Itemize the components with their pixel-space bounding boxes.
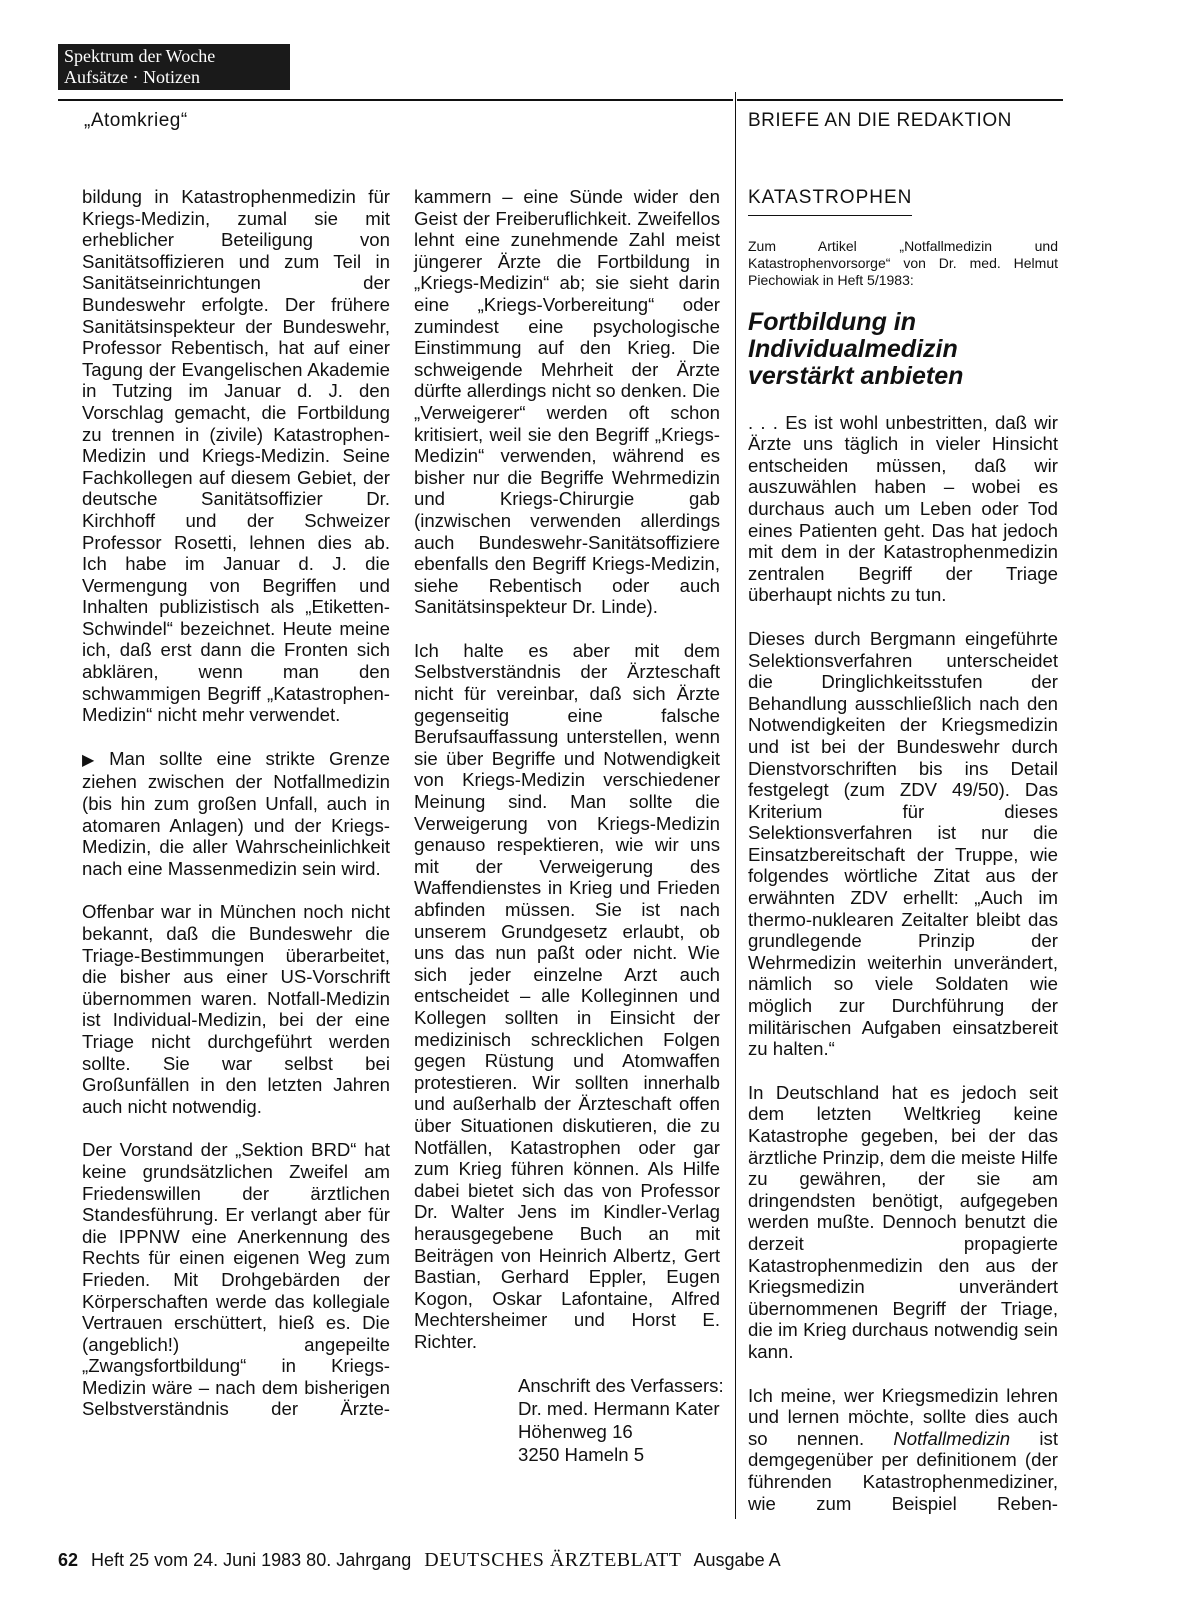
- page-number: 62: [58, 1550, 79, 1570]
- col1-paragraph-2: ▶ Man sollte eine strikte Grenze ziehen zwischen der Notfallmedizin (bis hin zum großen Unfall, auch in atomaren Anlagen) und der Kriegs-Medizin, die aller Wahrscheinlichkeit nach eine Massenmedizin sein wird.: [82, 747, 390, 879]
- column-divider: [735, 92, 736, 1519]
- address-line: Dr. med. Hermann Kater: [518, 1398, 720, 1420]
- letters-kicker: BRIEFE AN DIE REDAKTION: [748, 110, 1012, 131]
- column-1: [82, 186, 390, 1420]
- section-title: KATASTROPHEN: [748, 187, 912, 216]
- address-line: Höhenweg 16: [518, 1421, 633, 1443]
- col3-paragraph-4: Ich meine, wer Kriegsmedizin lehren und lernen möchte, sollte dies auch so nennen. Notfallmedizin ist demgegenüber per definitionem (der führenden Katastrophenmediziner, wie zum Beispiel Reben-: [748, 1384, 1059, 1514]
- address-line: Anschrift des Verfassers:: [518, 1375, 724, 1397]
- edition-label: Ausgabe A: [693, 1550, 781, 1570]
- section-header-box: [58, 44, 290, 90]
- col3-paragraph-1: . . . Es ist wohl unbestritten, daß wir Ärzte uns täglich in vieler Hinsicht entscheiden müssen, daß wir auszuwählen haben – wobei es durchaus auch um Leben oder Tod eines Patienten geht. Das hat jedoch mit dem in der Katastrophenmedizin zentralen Begriff der Triage überhaupt nichts zu tun.: [748, 411, 1058, 606]
- col3-paragraph-2: Dieses durch Bergmann eingeführte Selektionsverfahren unterscheidet die Dringlichkeitsstufen der Behandlung ausschließlich nach den Notwendigkeiten der Kriegsmedizin und ist bei der Bundeswehr durch Dienstvorschriften bis ins Detail festgelegt (zum ZDV 49/50). Das Kriterium für dieses Selektionsverfahren ist nur die Einsatzbereitschaft der Truppe, wie folgendes wörtliche Zitat aus der erwähnten ZDV erhellt: „Auch im thermo-nuklearen Zeitalter bleibt das grundlegende Prinzip der Wehrmedizin weiterhin unverändert, nämlich so viele Soldaten wie möglich zur Durchführung der militärischen Aufgaben einsatzbereit zu halten.“: [748, 627, 1058, 1060]
- col1-paragraph-1: bildung in Katastrophenmedizin für Kriegs-Medizin, zumal sie mit erheblicher Beteiligung von Sanitätsoffizieren und zum Teil in Sanitätseinrichtungen der Bundeswehr erfolgte. Der frühere Sanitätsinspekteur der Bundeswehr, Professor Rebentisch, hat auf einer Tagung der Evangelischen Akademie in Tutzing im Januar d. J. den Vorschlag gemacht, die Fortbildung zu trennen in (zivile) Katastrophen-Medizin und Kriegs-Medizin. Seine Fachkollegen auf diesem Gebiet, der deutsche Sanitätsoffizier Dr. Kirchhoff und der Schweizer Professor Rosetti, lehnen dies ab. Ich habe im Januar d. J. die Vermengung von Begriffen und Inhalten publizistisch als „Etiketten-Schwindel“ bezeichnet. Heute meine ich, daß erst dann die Fronten sich abklären, wenn man den schwammigen Begriff „Katastrophen-Medizin“ nicht mehr verwendet.: [82, 186, 390, 726]
- article-kicker: „Atomkrieg“: [84, 110, 188, 131]
- col1-paragraph-3: Offenbar war in München noch nicht bekannt, daß die Bundeswehr die Triage-Bestimmungen überarbeitet, die bisher aus einer US-Vorschrift übernommen waren. Notfall-Medizin ist Individual-Medizin, bei der eine Triage nicht durchgeführt werden sollte. Sie war selbst bei Großunfällen in den letzten Jahren auch nicht notwendig.: [82, 901, 390, 1117]
- top-rule-right: [737, 99, 1063, 101]
- col2-paragraph-2: Ich halte es aber mit dem Selbstverständnis der Ärzteschaft nicht für vereinbar, daß sich Ärzte gegenseitig eine falsche Berufsauffassung unterstellen, wenn sie über Begriffe und Notwendigkeit von Kriegs-Medizin verschiedener Meinung sind. Man sollte die Verweigerung von Kriegs-Medizin genauso respektieren, wie wir uns mit der Verweigerung des Waffendienstes in Krieg und Frieden abfinden müssen. Sie ist nach unserem Grundgesetz erlaubt, ob uns das nun paßt oder nicht. Wie sich jeder einzelne Arzt auch entscheidet – alle Kolleginnen und Kollegen sollten in Einsicht der medizinisch schrecklichen Folgen gegen Rüstung und Atomwaffen protestieren. Wir sollten innerhalb und außerhalb der Ärzteschaft offen über Situationen diskutieren, die zu Notfällen, Katastrophen oder gar zum Krieg führen können. Als Hilfe dabei bietet sich das von Professor Dr. Walter Jens im Kindler-Verlag herausgegebene Buch an mit Beiträgen von Heinrich Albertz, Gert Bastian, Gerhard Eppler, Eugen Kogon, Oskar Lafontaine, Alfred Mechtersheimer und Horst E. Richter.: [414, 639, 720, 1352]
- address-line: 3250 Hameln 5: [518, 1444, 645, 1466]
- column-2: [414, 186, 724, 1466]
- page-footer: [58, 1549, 781, 1572]
- top-rule-left: [58, 99, 733, 101]
- col2-paragraph-1: kammern – eine Sünde wider den Geist der Freiberuflichkeit. Zweifellos lehnt eine zunehmende Zahl meist jüngerer Ärzte die Fortbildung in „Kriegs-Medizin“ ab; sie sieht darin eine „Kriegs-Vorbereitung“ oder zumindest eine psychologische Einstimmung auf den Krieg. Die schweigende Mehrheit der Ärzte dürfte allerdings nicht so denken. Die „Verweigerer“ werden oft schon kritisiert, weil sie den Begriff „Kriegs-Medizin“ verwenden, während es bisher nur die Begriffe Wehrmedizin und Kriegs-Chirurgie gab (inzwischen verwenden allerdings auch Bundeswehr-Sanitätsoffiziere ebenfalls den Begriff Kriegs-Medizin, siehe Rebentisch oder auch Sanitätsinspekteur Dr. Linde).: [414, 186, 720, 618]
- col3-paragraph-3: In Deutschland hat es jedoch seit dem letzten Weltkrieg keine Katastrophe gegeben, bei der das ärztliche Prinzip, dem die meiste Hilfe zu gewähren, der sie am dringendsten benötigt, aufgegeben werden mußte. Dennoch benutzt die derzeit propagierte Katastrophenmedizin den aus der Kriegsmedizin unverändert übernommenen Begriff der Triage, die im Krieg durchaus notwendig sein kann.: [748, 1081, 1059, 1362]
- letter-headline: Fortbildung in Individualmedizin verstärkt anbieten: [748, 307, 964, 390]
- magazine-name: DEUTSCHES ÄRZTEBLATT: [424, 1549, 682, 1571]
- issue-info: Heft 25 vom 24. Juni 1983 80. Jahrgang: [91, 1550, 412, 1570]
- section-header-line1: Spektrum der Woche: [64, 46, 216, 66]
- column-3: [748, 186, 1058, 1514]
- author-address: [518, 1374, 724, 1466]
- triangle-bullet-icon: ▶: [82, 751, 104, 769]
- reference-note: Zum Artikel „Notfallmedizin und Katastrophenvorsorge“ von Dr. med. Helmut Piechowiak in Heft 5/1983:: [748, 237, 1058, 288]
- col1-paragraph-4: Der Vorstand der „Sektion BRD“ hat keine grundsätzlichen Zweifel am Friedenswillen der ärztlichen Standesführung. Er verlangt aber für die IPPNW eine Anerkennung des Rechts für einen eigenen Weg zum Frieden. Mit Drohgebärden der Körperschaften werde das kollegiale Vertrauen erschüttert, hieß es. Die (angeblich!) angepeilte „Zwangsfortbildung“ in Kriegs-Medizin wäre – nach dem bisherigen Selbstverständnis der Ärzte-: [82, 1139, 390, 1420]
- section-header-line2: Aufsätze · Notizen: [64, 67, 200, 87]
